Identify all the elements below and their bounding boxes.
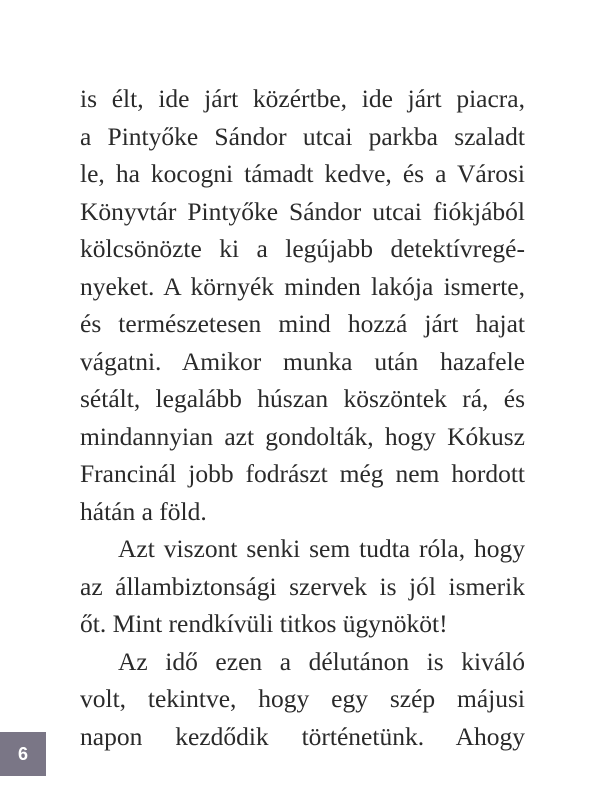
text-line: az állambiztonsági szervek is jól ismerik [80, 571, 525, 601]
text-line: nyeket. A környék minden lakója ismerte, [80, 271, 525, 301]
paragraph-start-line: Azt viszont senki sem tudta róla, hogy [118, 534, 525, 563]
text-line: napon kezdődik történetünk. Ahogy [80, 721, 525, 751]
paragraph-start-line: Az idő ezen a délutánon is kiváló [118, 646, 525, 676]
text-line: mindannyian azt gondolták, hogy Kókusz [80, 421, 525, 451]
body-text [80, 80, 525, 755]
text-line: le, ha kocogni támadt kedve, és a Városi [80, 159, 525, 188]
paragraph-end-line: hátán a föld. [80, 496, 207, 526]
page-number-badge [0, 732, 46, 776]
text-line: és természetesen mind hozzá járt hajat [80, 309, 525, 338]
text-line: vágatni. Amikor munka után hazafele [80, 346, 525, 376]
text-line: a Pintyőke Sándor utcai parkba szaladt [80, 121, 525, 151]
text-line: kölcsönözte ki a legújabb detektívregé- [80, 234, 525, 263]
text-line: is élt, ide járt közértbe, ide járt piacra, [80, 84, 525, 113]
paragraph-end-line: őt. Mint rendkívüli titkos ügynököt! [80, 609, 448, 638]
page-number: 6 [17, 744, 28, 764]
text-line: sétált, legalább húszan köszöntek rá, és [80, 384, 525, 413]
text-line: Francinál jobb fodrászt még nem hordott [80, 459, 525, 488]
text-line: Könyvtár Pintyőke Sándor utcai fiókjából [80, 196, 525, 226]
text-line: volt, tekintve, hogy egy szép májusi [80, 684, 525, 713]
